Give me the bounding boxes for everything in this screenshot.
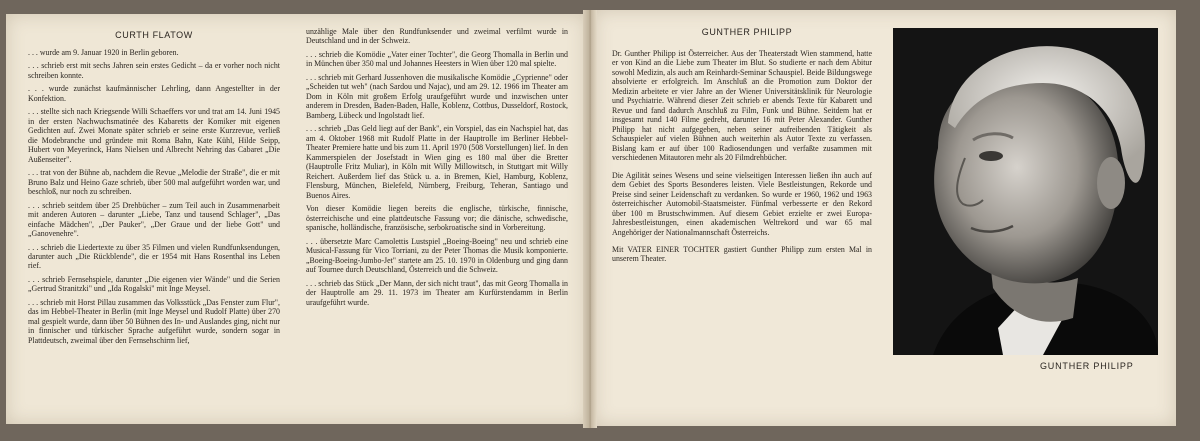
paragraph: . . . schrieb das Stück „Der Mann, der sich nicht traut", das mit Georg Thomalla in der Hauptrolle am 29. 11. 1973 im Theater am Kurfürstendamm in Berlin uraufgeführt wurde.	[306, 278, 568, 307]
paragraph: . . . schrieb „Das Geld liegt auf der Bank", ein Vorspiel, das ein Nachspiel hat, das am 4. Oktober 1968 mit Rudolf Platte in der Hauptrolle im Berliner Hebbel-Theater Premiere hatte und bis zum 11. April 1970 (508 Vorstellungen) lief. In den Kammerspielen der Josefstadt in Wien ging es 180 mal über die Bretter (Hauptrolle Fritz Muliar), in Köln mit Willy Millowitsch, in Stuttgart mit Willy Reichert. Außerdem lief das Stück u. a. in Bremen, Kiel, Hamburg, Koblenz, Flensburg, München, Bielefeld, Nürnberg, Freiburg, Teheran, Santiago und Buenos Aires.	[306, 124, 568, 200]
paragraph: . . . stellte sich nach Kriegsende Willi Schaeffers vor und trat am 14. Juni 1945 in der ersten Nachwuchsmatinée des Kabaretts der Komiker mit eigenen Gedichten auf. Zwei Monate später schrieb er seine erste Kurzrevue, verließ die Modebranche und gründete mit Roma Bahn, Kate Kühl, Hilde Seipp, Hubert von Meyerinck, Hans Nielsen und Albrecht Nehring das Cabaret „Die Außenseiter".	[28, 107, 280, 164]
portrait-illustration	[893, 28, 1158, 355]
right-column	[612, 27, 872, 272]
paragraph: . . . wurde zunächst kaufmännischer Lehrling, dann Angestellter in der Konfektion.	[28, 84, 280, 103]
paragraph: . . . übersetzte Marc Camolettis Lustspiel „Boeing-Boeing" neu und schrieb eine Musical-Fassung für Vico Torriani, zu der Peter Thomas die Musik komponierte. „Boeing-Boeing-Jumbo-Jet" startete am 25. 10. 1970 in Oldenburg und ging dann auf Tournee durch Deutschland, Österreich und die Schweiz.	[306, 236, 568, 275]
paragraph: Die Agilität seines Wesens und seine vielseitigen Interessen ließen ihn auch auf dem Gebiet des Sports Besonderes leisten. Viele Bestleistungen, Rekorde und Preise sind seiner Leidenschaft zu verdanken. So wurde er 1960, 1962 und 1963 österreichischer Automobil-Staatsmeister. Fünfmal verbesserte er den Rekord über 100 m Brustschwimmen. Auf diesem Gebiet erzielte er zwei Europa-Jahresbestleistungen, einen akademischen Weltrekord und war 65 mal Angehöriger der Nationalmannschaft Österreichs.	[612, 170, 872, 237]
paragraph: . . . schrieb die Liedertexte zu über 35 Filmen und vielen Rundfunksendungen, darunter auch „Die Rückblende", die er 1954 mit Hans Rosenthal ins Leben rief.	[28, 242, 280, 271]
paragraph: unzählige Male über den Rundfunksender und zweimal verfilmt wurde in Deutschland und in der Schweiz.	[306, 27, 568, 46]
paragraph: . . . schrieb mit Horst Pillau zusammen das Volksstück „Das Fenster zum Flur", das im Hebbel-Theater in Berlin (mit Inge Meysel und Rudolf Platte) über 270 mal gespielt wurde, dann über 50 Bühnen des In- und Auslandes ging, nicht nur in finnischer und türkischer Sprache aufgeführt wurde, sondern sogar in Plattdeutsch, zweimal über den Fernsehschirm lief,	[28, 297, 280, 345]
paragraph: Dr. Gunther Philipp ist Österreicher. Aus der Theaterstadt Wien stammend, hatte er von Kind an die Liebe zum Theater im Blut. So studierte er nach dem Abitur sowohl Medizin, als auch am Reinhardt-Seminar Schauspiel. Beide Bildungswege absolvierte er erfolgreich. Im Anschluß an die Promotion zum Doktor der Medizin arbeitete er vier Jahre an der Wiener Universitätsklinik für Neurologie und Psychiatrie. Während dieser Zeit schrieb er abends Texte für Kabarett und Revue und fand dadurch Anschluß zu Film, Funk und Bühne. Seitdem hat er insgesamt rund 140 Filme gedreht, darunter 16 mit Peter Alexander. Gunther Philipp hat nicht aufgegeben, neben seiner aufreibenden Tätigkeit als Schauspieler auf vielen Bühnen auch weiterhin als Autor Texte zu verfassen. Bislang kam er auf über 100 Radiosendungen und verfaßte zusammen mit verschiedenen Mitautoren mehr als 20 Filmdrehbücher.	[612, 48, 872, 163]
paragraph: . . . schrieb seitdem über 25 Drehbücher – zum Teil auch in Zusammenarbeit mit anderen Autoren – darunter „Liebe, Tanz und tausend Schlager", „Das einfache Mädchen", „Der Pauker", „Der Graue und der liebe Gott" und „Ganovenehre".	[28, 200, 280, 239]
left-column-2	[306, 27, 568, 311]
paragraph: . . . schrieb mit Gerhard Jussenhoven die musikalische Komödie „Cyprienne" oder „Scheiden tut weh" (nach Sardou und Najac), und am 29. 12. 1966 im Theater am Dom in Köln mit großem Erfolg uraufgeführt wurde und inzwischen unter anderem in Dresden, Baden-Baden, Halle, Koblenz, Cottbus, Dusseldorf, Rostock, Bamberg, Lübeck und Ingolstadt lief.	[306, 72, 568, 120]
paragraph: Mit VATER EINER TOCHTER gastiert Gunther Philipp zum ersten Mal in unserem Theater.	[612, 245, 872, 264]
booklet-fold	[583, 10, 597, 428]
photo-caption: GUNTHER PHILIPP	[1040, 361, 1134, 371]
paragraph: . . . wurde am 9. Januar 1920 in Berlin geboren.	[28, 47, 179, 57]
portrait-photo	[893, 28, 1158, 355]
heading-gunther-philipp: GUNTHER PHILIPP	[701, 27, 793, 37]
paragraph: . . . schrieb die Komödie „Vater einer Tochter", die Georg Thomalla in Berlin und in München über 350 mal und Johannes Heesters in Wien über 120 mal spielte.	[306, 49, 568, 69]
left-column-1	[28, 30, 280, 349]
paragraph: . . . schrieb Fernsehspiele, darunter „Die eigenen vier Wände" und die Serien „Gertrud Stranitzki" und „Ida Rogalski" mit Inge Meysel.	[28, 274, 280, 294]
paragraph: . . . schrieb erst mit sechs Jahren sein erstes Gedicht – da er vorher noch nicht schreiben konnte.	[28, 61, 280, 80]
paragraph: Von dieser Komödie liegen bereits die englische, türkische, finnische, österreichische und eine plattdeutsche Fassung vor; die dänische, schwedische, spanische, holländische, französische, serbokroatische sind in Vorbereitung.	[306, 204, 568, 233]
paragraph: . . . trat von der Bühne ab, nachdem die Revue „Melodie der Straße", die er mit Bruno Balz und Heino Gaze schrieb, über 500 mal aufgeführt worden war, und beschloß, nur noch zu schreiben.	[28, 168, 280, 197]
heading-curth-flatow: CURTH FLATOW	[115, 30, 193, 40]
